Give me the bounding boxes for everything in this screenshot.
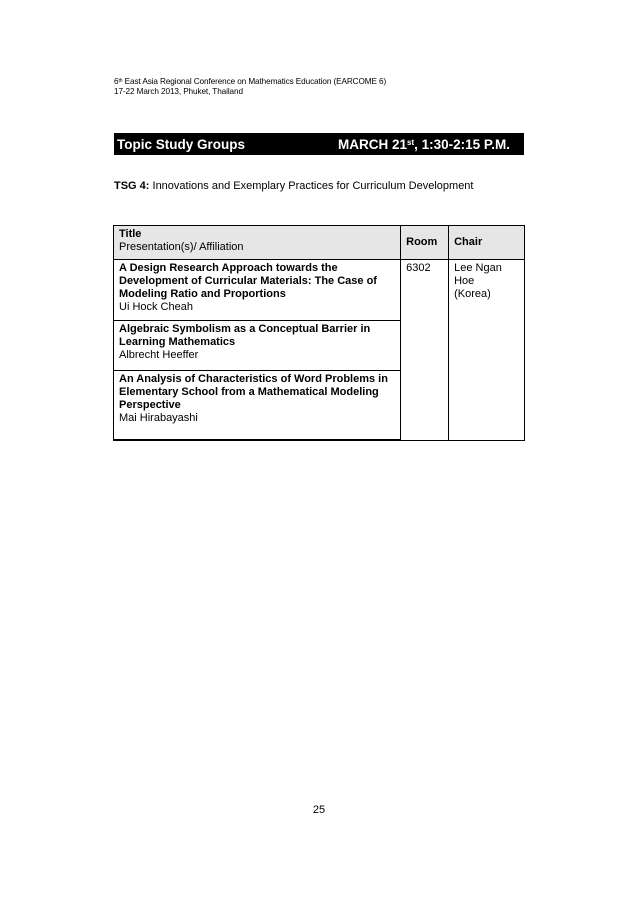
presentation-author: Ui Hock Cheah [119, 301, 193, 313]
conference-dates: 17-22 March 2013, Phuket, Thailand [114, 87, 243, 96]
table-header-row [114, 226, 525, 260]
room-number: 6302 [406, 262, 431, 274]
tsg-heading [114, 180, 473, 192]
conference-title: 6th East Asia Regional Conference on Mathematics Education (EARCOME 6) [114, 77, 387, 86]
header-title: Title [119, 228, 142, 240]
header-room: Room [401, 226, 449, 260]
conference-header [114, 77, 386, 97]
presentation-title: An Analysis of Characteristics of Word Problems in Elementary School from a Mathematical Modeling Perspective [119, 373, 388, 411]
table-row [114, 260, 525, 321]
presentation-author: Albrecht Heeffer [119, 349, 199, 361]
presentation-title: A Design Research Approach towards the Development of Curricular Materials: The Case of Modeling Ratio and Proportions [119, 262, 377, 300]
header-subtitle: Presentation(s)/ Affiliation [119, 241, 244, 253]
presentation-cell [114, 321, 401, 371]
presentation-author: Mai Hirabayashi [119, 412, 198, 424]
header-chair: Chair [449, 226, 525, 260]
chair-name-line1: Lee Ngan [454, 262, 502, 274]
presentation-title: Algebraic Symbolism as a Conceptual Barrier in Learning Mathematics [119, 323, 371, 348]
tsg-text: Innovations and Exemplary Practices for Curriculum Development [149, 180, 474, 192]
presentation-cell [114, 260, 401, 321]
banner-date: MARCH 21 $^{st}$ , 1:30-2:15 P.M. [338, 136, 510, 152]
tsg-label: TSG 4: [114, 180, 150, 192]
header-title-cell [114, 226, 401, 260]
chair-cell [449, 260, 525, 441]
schedule-table [113, 225, 525, 441]
page-number: 25 [312, 804, 326, 816]
presentation-cell [114, 371, 401, 441]
banner-title: Topic Study Groups [117, 136, 245, 152]
session-banner [114, 133, 524, 155]
chair-country: (Korea) [454, 288, 491, 300]
chair-name-line2: Hoe [454, 275, 475, 287]
room-cell [401, 260, 449, 441]
